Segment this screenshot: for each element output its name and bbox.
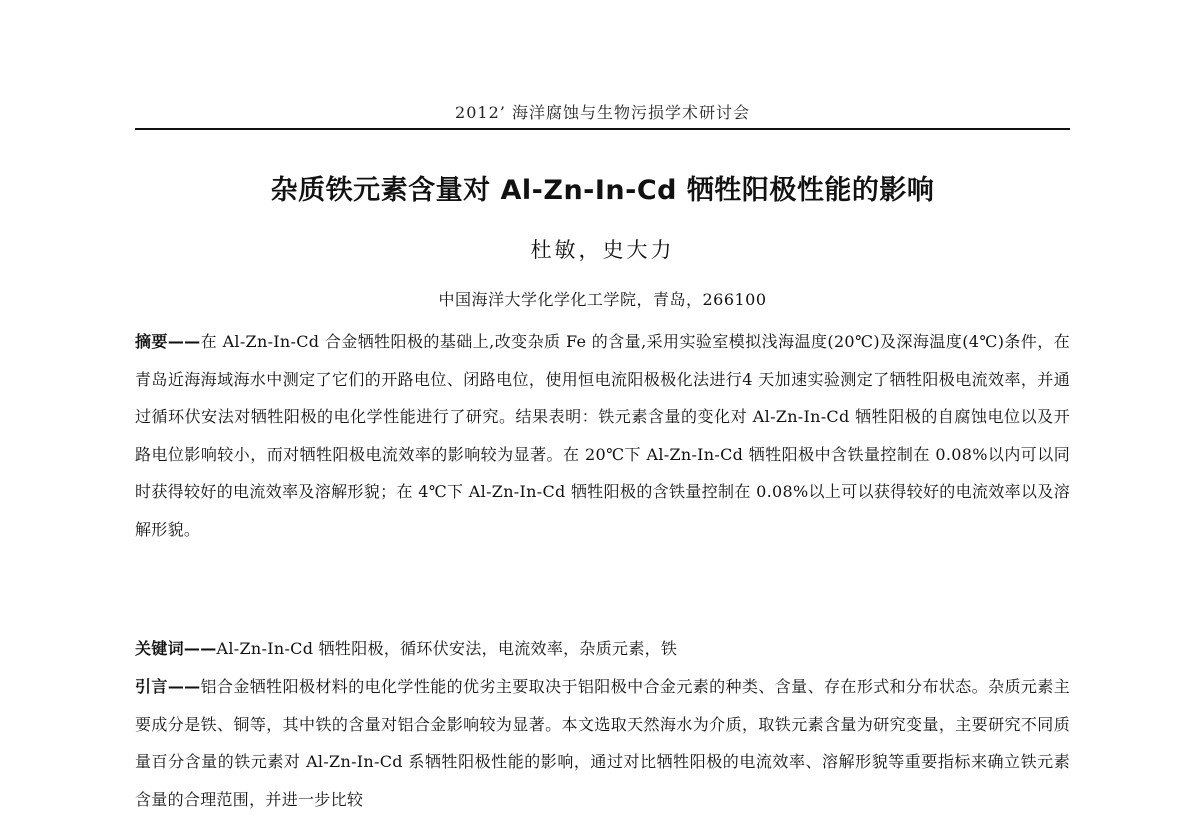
paper-authors: 杜敏，史大力 bbox=[530, 238, 675, 262]
abstract-text: 在 Al-Zn-In-Cd 合金牺牲阳极的基础上,改变杂质 Fe 的含量,采用实验室模拟浅海温度(20℃)及深海温度(4℃)条件，在青岛近海海域海水中测定了它们的开路电位、闭路电位，使用恒电流阳极极化法进行4 天加速实验测定了牺牲阳极电流效率，并通过循环伏安法对牺牲阳极的电化学性能进行了研究。结果表明：铁元素含量的变化对 Al-Zn-In-Cd 牺牲阳极的自腐蚀电位以及开路电位影响较小，而对牺牲阳极电流效率的影响较为显著。在 20℃下 Al-Zn-In-Cd 牺牲阳极中含铁量控制在 0.08%以内可以同时获得较好的电流效率及溶解形貌；在 4℃下 Al-Zn-In-Cd 牺牲阳极的含铁量控制在 0.08%以上可以获得较好的电流效率以及溶解形貌。 bbox=[135, 332, 1070, 539]
introduction-text: 铝合金牺牲阳极材料的电化学性能的优劣主要取决于铝阳极中合金元素的种类、含量、存在形式和分布状态。杂质元素主要成分是铁、铜等，其中铁的含量对铝合金影响较为显著。本文选取天然海水为介质，取铁元素含量为研究变量，主要研究不同质量百分含量的铁元素对 Al-Zn-In-Cd 系牺牲阳极性能的影响，通过对比牺牲阳极的电流效率、溶解形貌等重要指标来确立铁元素含量的合理范围，并进一步比较 bbox=[135, 677, 1070, 809]
running-header: 2012’ 海洋腐蚀与生物污损学术研讨会 bbox=[455, 103, 750, 122]
keywords-paragraph bbox=[135, 630, 1070, 668]
introduction-label: 引言—— bbox=[135, 677, 201, 696]
keywords-text: Al-Zn-In-Cd 牺牲阳极，循环伏安法，电流效率，杂质元素，铁 bbox=[216, 639, 678, 658]
introduction-paragraph bbox=[135, 668, 1070, 818]
keywords-label: 关键词—— bbox=[135, 639, 217, 658]
header-divider bbox=[135, 128, 1070, 130]
paper-title: 杂质铁元素含量对 Al-Zn-In-Cd 牺牲阳极性能的影响 bbox=[270, 175, 935, 206]
abstract-label: 摘要—— bbox=[135, 332, 201, 351]
paper-affiliation: 中国海洋大学化学化工学院，青岛，266100 bbox=[438, 290, 767, 309]
abstract-paragraph bbox=[135, 323, 1070, 548]
